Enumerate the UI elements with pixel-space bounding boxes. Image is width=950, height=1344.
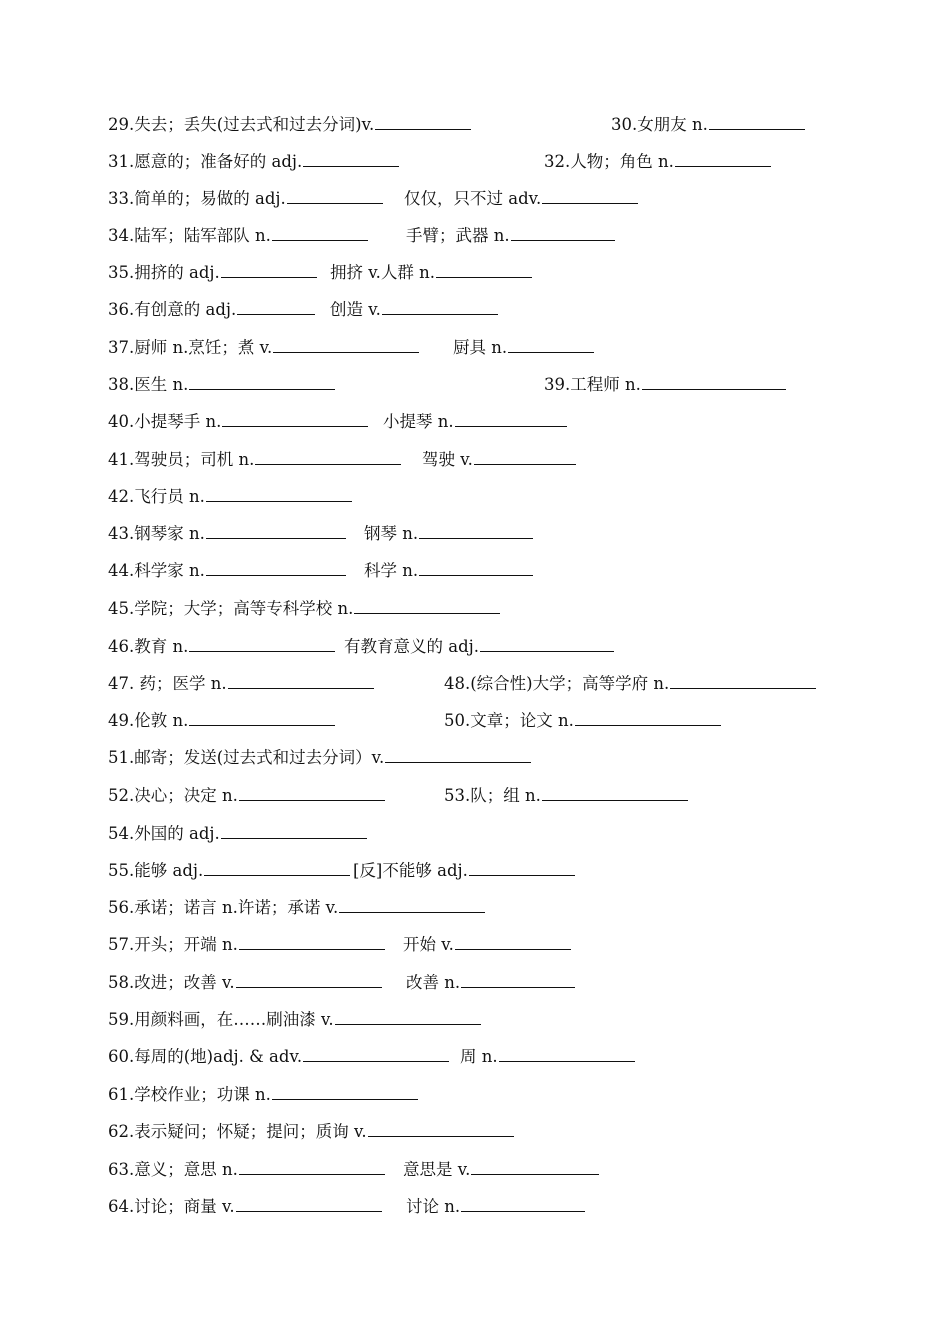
vocab-entry <box>406 222 615 249</box>
answer-blank[interactable] <box>455 931 571 950</box>
answer-blank[interactable] <box>236 1193 382 1212</box>
vocab-entry <box>108 931 385 958</box>
answer-blank[interactable] <box>236 969 382 988</box>
answer-blank[interactable] <box>375 111 471 130</box>
vocab-entry <box>108 1081 418 1108</box>
answer-blank[interactable] <box>303 1043 449 1062</box>
vocab-entry <box>344 633 614 660</box>
vocab-entry <box>108 1118 514 1145</box>
vocab-prompt: 科学 n. <box>364 561 419 580</box>
answer-blank[interactable] <box>189 707 335 726</box>
vocab-line <box>0 744 950 770</box>
vocab-prompt: 47. 药；医学 n. <box>108 674 227 693</box>
vocab-entry <box>108 1043 449 1070</box>
vocab-entry <box>406 969 575 996</box>
answer-blank[interactable] <box>436 259 532 278</box>
answer-blank[interactable] <box>670 670 816 689</box>
vocab-entry <box>108 670 374 697</box>
vocab-prompt: 33.简单的；易做的 adj. <box>108 189 286 208</box>
vocab-line <box>0 408 950 434</box>
vocab-entry <box>108 633 335 660</box>
answer-blank[interactable] <box>455 408 567 427</box>
vocab-prompt: 58.改进；改善 v. <box>108 973 235 992</box>
vocab-prompt: 51.邮寄；发送(过去式和过去分词）v. <box>108 748 385 767</box>
vocab-entry <box>108 857 350 884</box>
vocab-prompt: 46.教育 n. <box>108 637 189 656</box>
vocab-entry <box>364 557 533 584</box>
vocab-line <box>0 371 950 397</box>
vocab-entry <box>108 1006 481 1033</box>
vocab-entry <box>108 185 383 212</box>
vocab-entry <box>108 1193 382 1220</box>
answer-blank[interactable] <box>339 894 485 913</box>
vocab-prompt: 31.愿意的；准备好的 adj. <box>108 152 303 171</box>
answer-blank[interactable] <box>542 185 638 204</box>
vocab-line <box>0 334 950 360</box>
vocab-prompt: 有教育意义的 adj. <box>344 637 480 656</box>
vocab-entry <box>108 894 485 921</box>
vocab-prompt: 44.科学家 n. <box>108 561 205 580</box>
vocab-prompt: 厨具 n. <box>453 338 508 357</box>
vocab-prompt: 40.小提琴手 n. <box>108 412 222 431</box>
answer-blank[interactable] <box>206 483 352 502</box>
vocab-prompt: 42.飞行员 n. <box>108 487 205 506</box>
vocab-entry <box>108 296 315 323</box>
vocab-line <box>0 1156 950 1182</box>
answer-blank[interactable] <box>499 1043 635 1062</box>
vocab-line <box>0 185 950 211</box>
vocab-line <box>0 296 950 322</box>
answer-blank[interactable] <box>480 633 614 652</box>
vocab-prompt: 48.(综合性)大学；高等学府 n. <box>444 674 670 693</box>
vocab-prompt: 55.能够 adj. <box>108 861 204 880</box>
answer-blank[interactable] <box>354 595 500 614</box>
vocab-entry <box>383 408 567 435</box>
vocab-prompt: 61.学校作业；功课 n. <box>108 1085 271 1104</box>
vocab-line <box>0 1193 950 1219</box>
answer-blank[interactable] <box>239 782 385 801</box>
vocab-prompt: 60.每周的(地)adj. & adv. <box>108 1047 303 1066</box>
vocab-entry <box>108 111 471 138</box>
vocab-prompt: 29.失去；丢失(过去式和过去分词)v. <box>108 115 375 134</box>
vocab-prompt: 36.有创意的 adj. <box>108 300 237 319</box>
vocab-entry <box>108 222 368 249</box>
vocab-line <box>0 857 950 883</box>
answer-blank[interactable] <box>642 371 786 390</box>
answer-blank[interactable] <box>419 520 533 539</box>
vocab-line <box>0 1006 950 1032</box>
vocab-prompt: 39.工程师 n. <box>544 375 641 394</box>
answer-blank[interactable] <box>239 1156 385 1175</box>
answer-blank[interactable] <box>474 446 576 465</box>
vocab-prompt: 手臂；武器 n. <box>406 226 510 245</box>
vocab-prompt: 38.医生 n. <box>108 375 189 394</box>
vocab-prompt: 改善 n. <box>406 973 461 992</box>
vocab-prompt: 仅仅，只不过 adv. <box>404 189 542 208</box>
vocab-prompt: 54.外国的 adj. <box>108 824 220 843</box>
vocab-line <box>0 259 950 285</box>
vocab-entry <box>108 334 419 361</box>
vocab-prompt: 驾驶 v. <box>422 450 473 469</box>
vocab-entry <box>353 857 575 884</box>
answer-blank[interactable] <box>542 782 688 801</box>
answer-blank[interactable] <box>575 707 721 726</box>
vocab-line <box>0 820 950 846</box>
answer-blank[interactable] <box>206 557 346 576</box>
vocab-line <box>0 894 950 920</box>
answer-blank[interactable] <box>419 557 533 576</box>
vocab-entry <box>444 782 688 809</box>
vocab-prompt: 30.女朋友 n. <box>611 115 708 134</box>
answer-blank[interactable] <box>385 744 531 763</box>
vocab-entry <box>108 782 385 809</box>
vocab-line <box>0 520 950 546</box>
vocab-line <box>0 969 950 995</box>
answer-blank[interactable] <box>204 857 350 876</box>
vocab-prompt: 52.决心；决定 n. <box>108 786 238 805</box>
answer-blank[interactable] <box>272 222 368 241</box>
vocab-line <box>0 111 950 137</box>
vocab-line <box>0 782 950 808</box>
vocab-prompt: 56.承诺；诺言 n.许诺；承诺 v. <box>108 898 339 917</box>
answer-blank[interactable] <box>303 148 399 167</box>
vocab-entry <box>611 111 805 138</box>
answer-blank[interactable] <box>255 446 401 465</box>
vocab-entry <box>108 557 346 584</box>
vocab-prompt: 创造 v. <box>330 300 381 319</box>
vocab-entry <box>108 707 335 734</box>
vocab-prompt: 32.人物；角色 n. <box>544 152 674 171</box>
answer-blank[interactable] <box>675 148 771 167</box>
vocab-prompt: 57.开头；开端 n. <box>108 935 238 954</box>
vocab-entry <box>330 259 532 286</box>
vocab-entry <box>364 520 533 547</box>
vocab-entry <box>108 446 401 473</box>
vocab-prompt: 59.用颜料画，在……刷油漆 v. <box>108 1010 334 1029</box>
vocab-entry <box>422 446 576 473</box>
vocab-prompt: 开始 v. <box>403 935 454 954</box>
vocab-line <box>0 483 950 509</box>
vocab-entry <box>460 1043 635 1070</box>
vocab-line <box>0 557 950 583</box>
vocab-entry <box>403 1156 599 1183</box>
answer-blank[interactable] <box>221 259 317 278</box>
vocab-entry <box>108 744 531 771</box>
vocab-entry <box>108 1156 385 1183</box>
answer-blank[interactable] <box>471 1156 599 1175</box>
vocab-entry <box>453 334 594 361</box>
answer-blank[interactable] <box>228 670 374 689</box>
vocab-prompt: 63.意义；意思 n. <box>108 1160 238 1179</box>
vocab-prompt: 34.陆军；陆军部队 n. <box>108 226 271 245</box>
answer-blank[interactable] <box>461 1193 585 1212</box>
vocab-entry <box>108 820 367 847</box>
vocab-prompt: 37.厨师 n.烹饪；煮 v. <box>108 338 273 357</box>
vocab-entry <box>330 296 498 323</box>
vocab-line <box>0 1118 950 1144</box>
answer-blank[interactable] <box>221 820 367 839</box>
vocab-entry <box>404 185 638 212</box>
vocab-line <box>0 633 950 659</box>
vocab-entry <box>444 707 721 734</box>
vocab-entry <box>444 670 816 697</box>
answer-blank[interactable] <box>206 520 346 539</box>
vocab-prompt: 50.文章；论文 n. <box>444 711 574 730</box>
answer-blank[interactable] <box>237 296 315 315</box>
vocab-line <box>0 707 950 733</box>
vocab-line <box>0 595 950 621</box>
vocab-entry <box>108 371 335 398</box>
vocab-entry <box>108 148 399 175</box>
vocab-entry <box>108 969 382 996</box>
vocab-entry <box>544 371 786 398</box>
vocab-entry <box>108 520 346 547</box>
answer-blank[interactable] <box>508 334 594 353</box>
vocab-line <box>0 148 950 174</box>
vocab-prompt: 意思是 v. <box>403 1160 471 1179</box>
answer-blank[interactable] <box>709 111 805 130</box>
vocab-prompt: 讨论 n. <box>406 1197 461 1216</box>
vocab-prompt: 62.表示疑问；怀疑；提问；质询 v. <box>108 1122 367 1141</box>
answer-blank[interactable] <box>461 969 575 988</box>
answer-blank[interactable] <box>511 222 615 241</box>
answer-blank[interactable] <box>335 1006 481 1025</box>
vocab-line <box>0 1043 950 1069</box>
vocab-line <box>0 931 950 957</box>
answer-blank[interactable] <box>189 633 335 652</box>
vocab-line <box>0 670 950 696</box>
vocab-prompt: 49.伦敦 n. <box>108 711 189 730</box>
vocab-line <box>0 1081 950 1107</box>
answer-blank[interactable] <box>189 371 335 390</box>
answer-blank[interactable] <box>222 408 368 427</box>
answer-blank[interactable] <box>368 1118 514 1137</box>
vocab-entry <box>108 408 368 435</box>
vocab-prompt: 钢琴 n. <box>364 524 419 543</box>
vocab-entry <box>108 259 317 286</box>
vocab-prompt: 43.钢琴家 n. <box>108 524 205 543</box>
vocab-entry <box>108 483 352 510</box>
answer-blank[interactable] <box>272 1081 418 1100</box>
vocab-line <box>0 446 950 472</box>
vocab-prompt: 小提琴 n. <box>383 412 454 431</box>
vocab-prompt: [反]不能够 adj. <box>353 861 468 880</box>
answer-blank[interactable] <box>287 185 383 204</box>
vocab-prompt: 45.学院；大学；高等专科学校 n. <box>108 599 354 618</box>
vocab-prompt: 64.讨论；商量 v. <box>108 1197 235 1216</box>
answer-blank[interactable] <box>273 334 419 353</box>
answer-blank[interactable] <box>382 296 498 315</box>
vocab-prompt: 41.驾驶员；司机 n. <box>108 450 255 469</box>
vocab-entry <box>544 148 771 175</box>
vocab-entry <box>403 931 571 958</box>
answer-blank[interactable] <box>469 857 575 876</box>
vocab-entry <box>406 1193 585 1220</box>
vocab-entry <box>108 595 500 622</box>
vocab-prompt: 周 n. <box>460 1047 498 1066</box>
answer-blank[interactable] <box>239 931 385 950</box>
vocab-prompt: 53.队；组 n. <box>444 786 541 805</box>
vocab-prompt: 拥挤 v.人群 n. <box>330 263 435 282</box>
vocab-prompt: 35.拥挤的 adj. <box>108 263 220 282</box>
vocab-line <box>0 222 950 248</box>
